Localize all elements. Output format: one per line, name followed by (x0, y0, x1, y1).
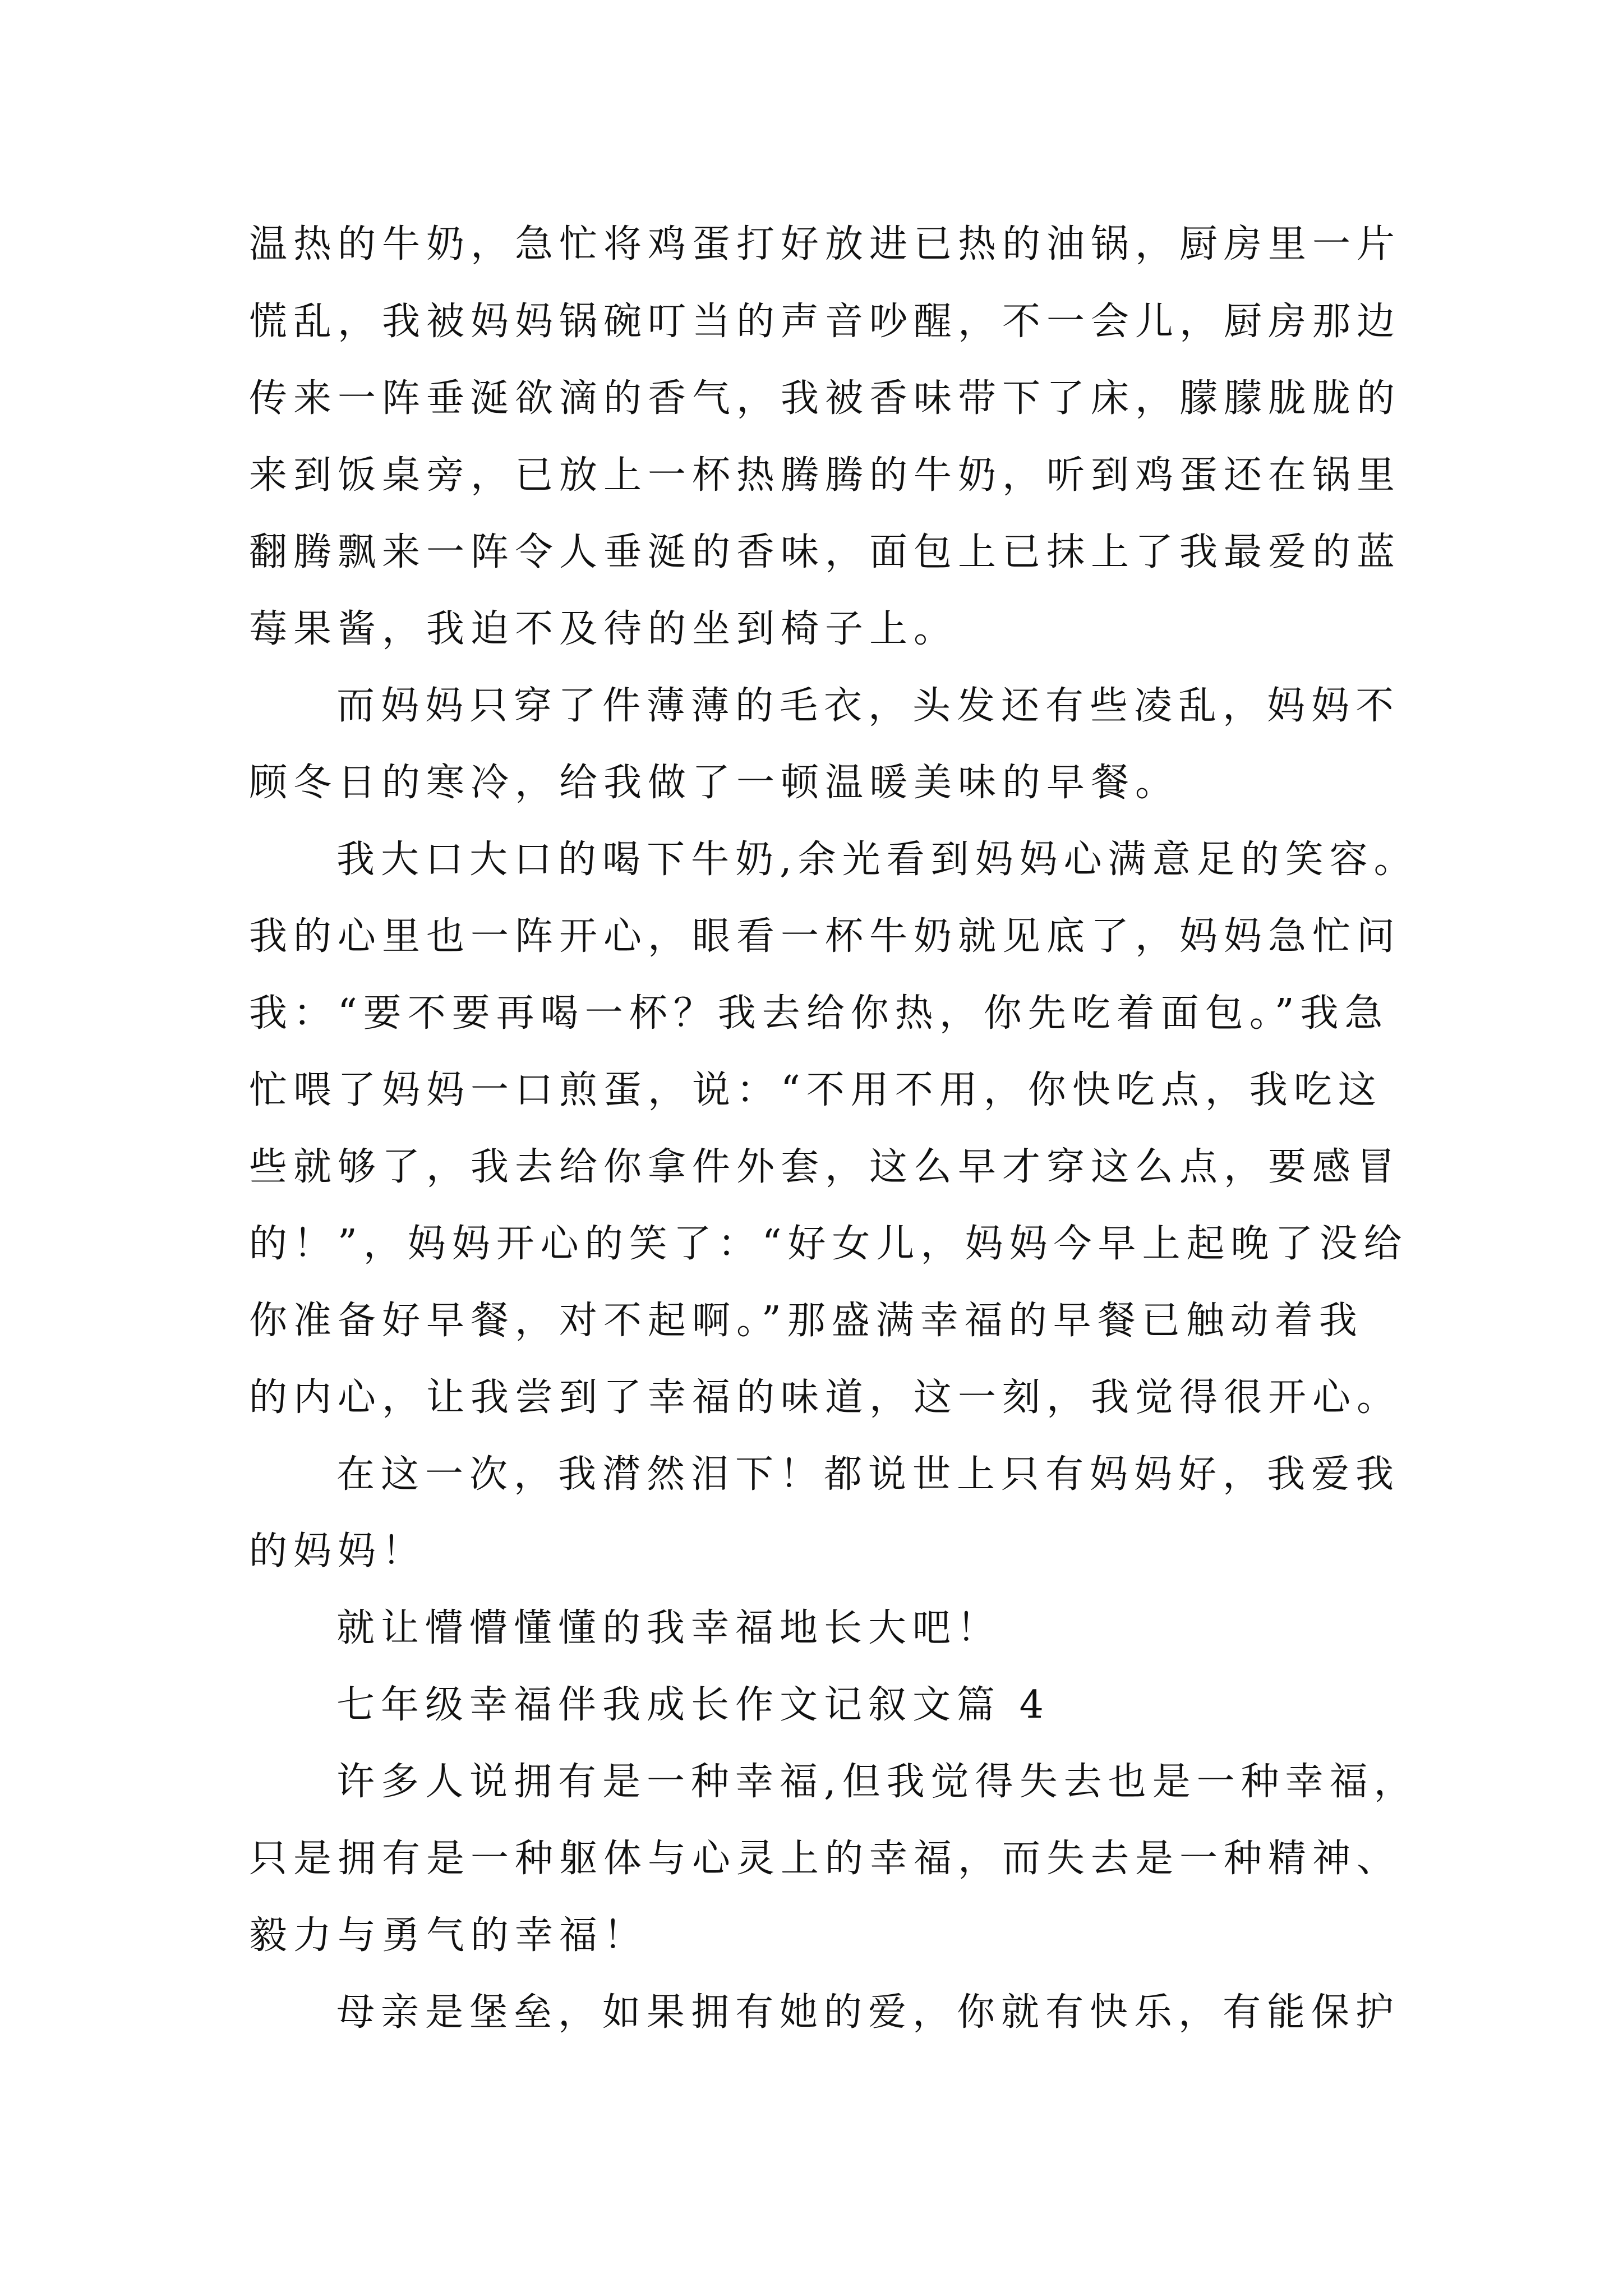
text-line-7: 而妈妈只穿了件薄薄的毛衣，头发还有些凌乱，妈妈不 (336, 684, 1400, 728)
text-line-5: 翻腾飘来一阵令人垂涎的香味，面包上已抹上了我最爱的蓝 (249, 530, 1401, 574)
text-line-24: 母亲是堡垒，如果拥有她的爱，你就有快乐，有能保护 (336, 1990, 1400, 2035)
text-line-11: 我：“要不要再喝一杯？我去给你热，你先吃着面包。”我急 (249, 991, 1389, 1036)
text-line-15: 你准备好早餐，对不起啊。”那盛满幸福的早餐已触动着我 (249, 1299, 1363, 1343)
text-line-6: 莓果酱，我迫不及待的坐到椅子上。 (249, 607, 958, 651)
text-line-19: 就让懵懵懂懂的我幸福地长大吧！ (336, 1606, 1002, 1650)
text-line-22: 只是拥有是一种躯体与心灵上的幸福，而失去是一种精神、 (249, 1837, 1401, 1881)
text-line-14: 的！”，妈妈开心的笑了：“好女儿，妈妈今早上起晚了没给 (249, 1222, 1408, 1266)
text-line-9: 我大口大口的喝下牛奶,余光看到妈妈心满意足的笑容。 (336, 838, 1418, 882)
section-heading: 七年级幸福伴我成长作文记叙文篇 4 (336, 1683, 1050, 1727)
text-line-8: 顾冬日的寒冷，给我做了一顿温暖美味的早餐。 (249, 761, 1180, 805)
text-line-18: 的妈妈！ (249, 1529, 427, 1573)
text-line-10: 我的心里也一阵开心，眼看一杯牛奶就见底了，妈妈急忙问 (249, 914, 1401, 959)
text-line-16: 的内心，让我尝到了幸福的味道，这一刻，我觉得很开心。 (249, 1375, 1401, 1420)
text-line-13: 些就够了，我去给你拿件外套，这么早才穿这么点，要感冒 (249, 1145, 1401, 1189)
text-line-21: 许多人说拥有是一种幸福,但我觉得失去也是一种幸福， (336, 1760, 1418, 1804)
text-line-1: 温热的牛奶，急忙将鸡蛋打好放进已热的油锅，厨房里一片 (249, 222, 1401, 266)
text-line-17: 在这一次，我潸然泪下！都说世上只有妈妈好，我爱我 (336, 1452, 1400, 1497)
text-line-2: 慌乱，我被妈妈锅碗叮当的声音吵醒，不一会儿，厨房那边 (249, 300, 1401, 344)
text-line-4: 来到饭桌旁，已放上一杯热腾腾的牛奶，听到鸡蛋还在锅里 (249, 453, 1401, 498)
text-line-12: 忙喂了妈妈一口煎蛋，说：“不用不用，你快吃点，我吃这 (249, 1068, 1382, 1112)
text-line-23: 毅力与勇气的幸福！ (249, 1913, 648, 1958)
text-line-3: 传来一阵垂涎欲滴的香气，我被香味带下了床，朦朦胧胧的 (249, 376, 1401, 421)
